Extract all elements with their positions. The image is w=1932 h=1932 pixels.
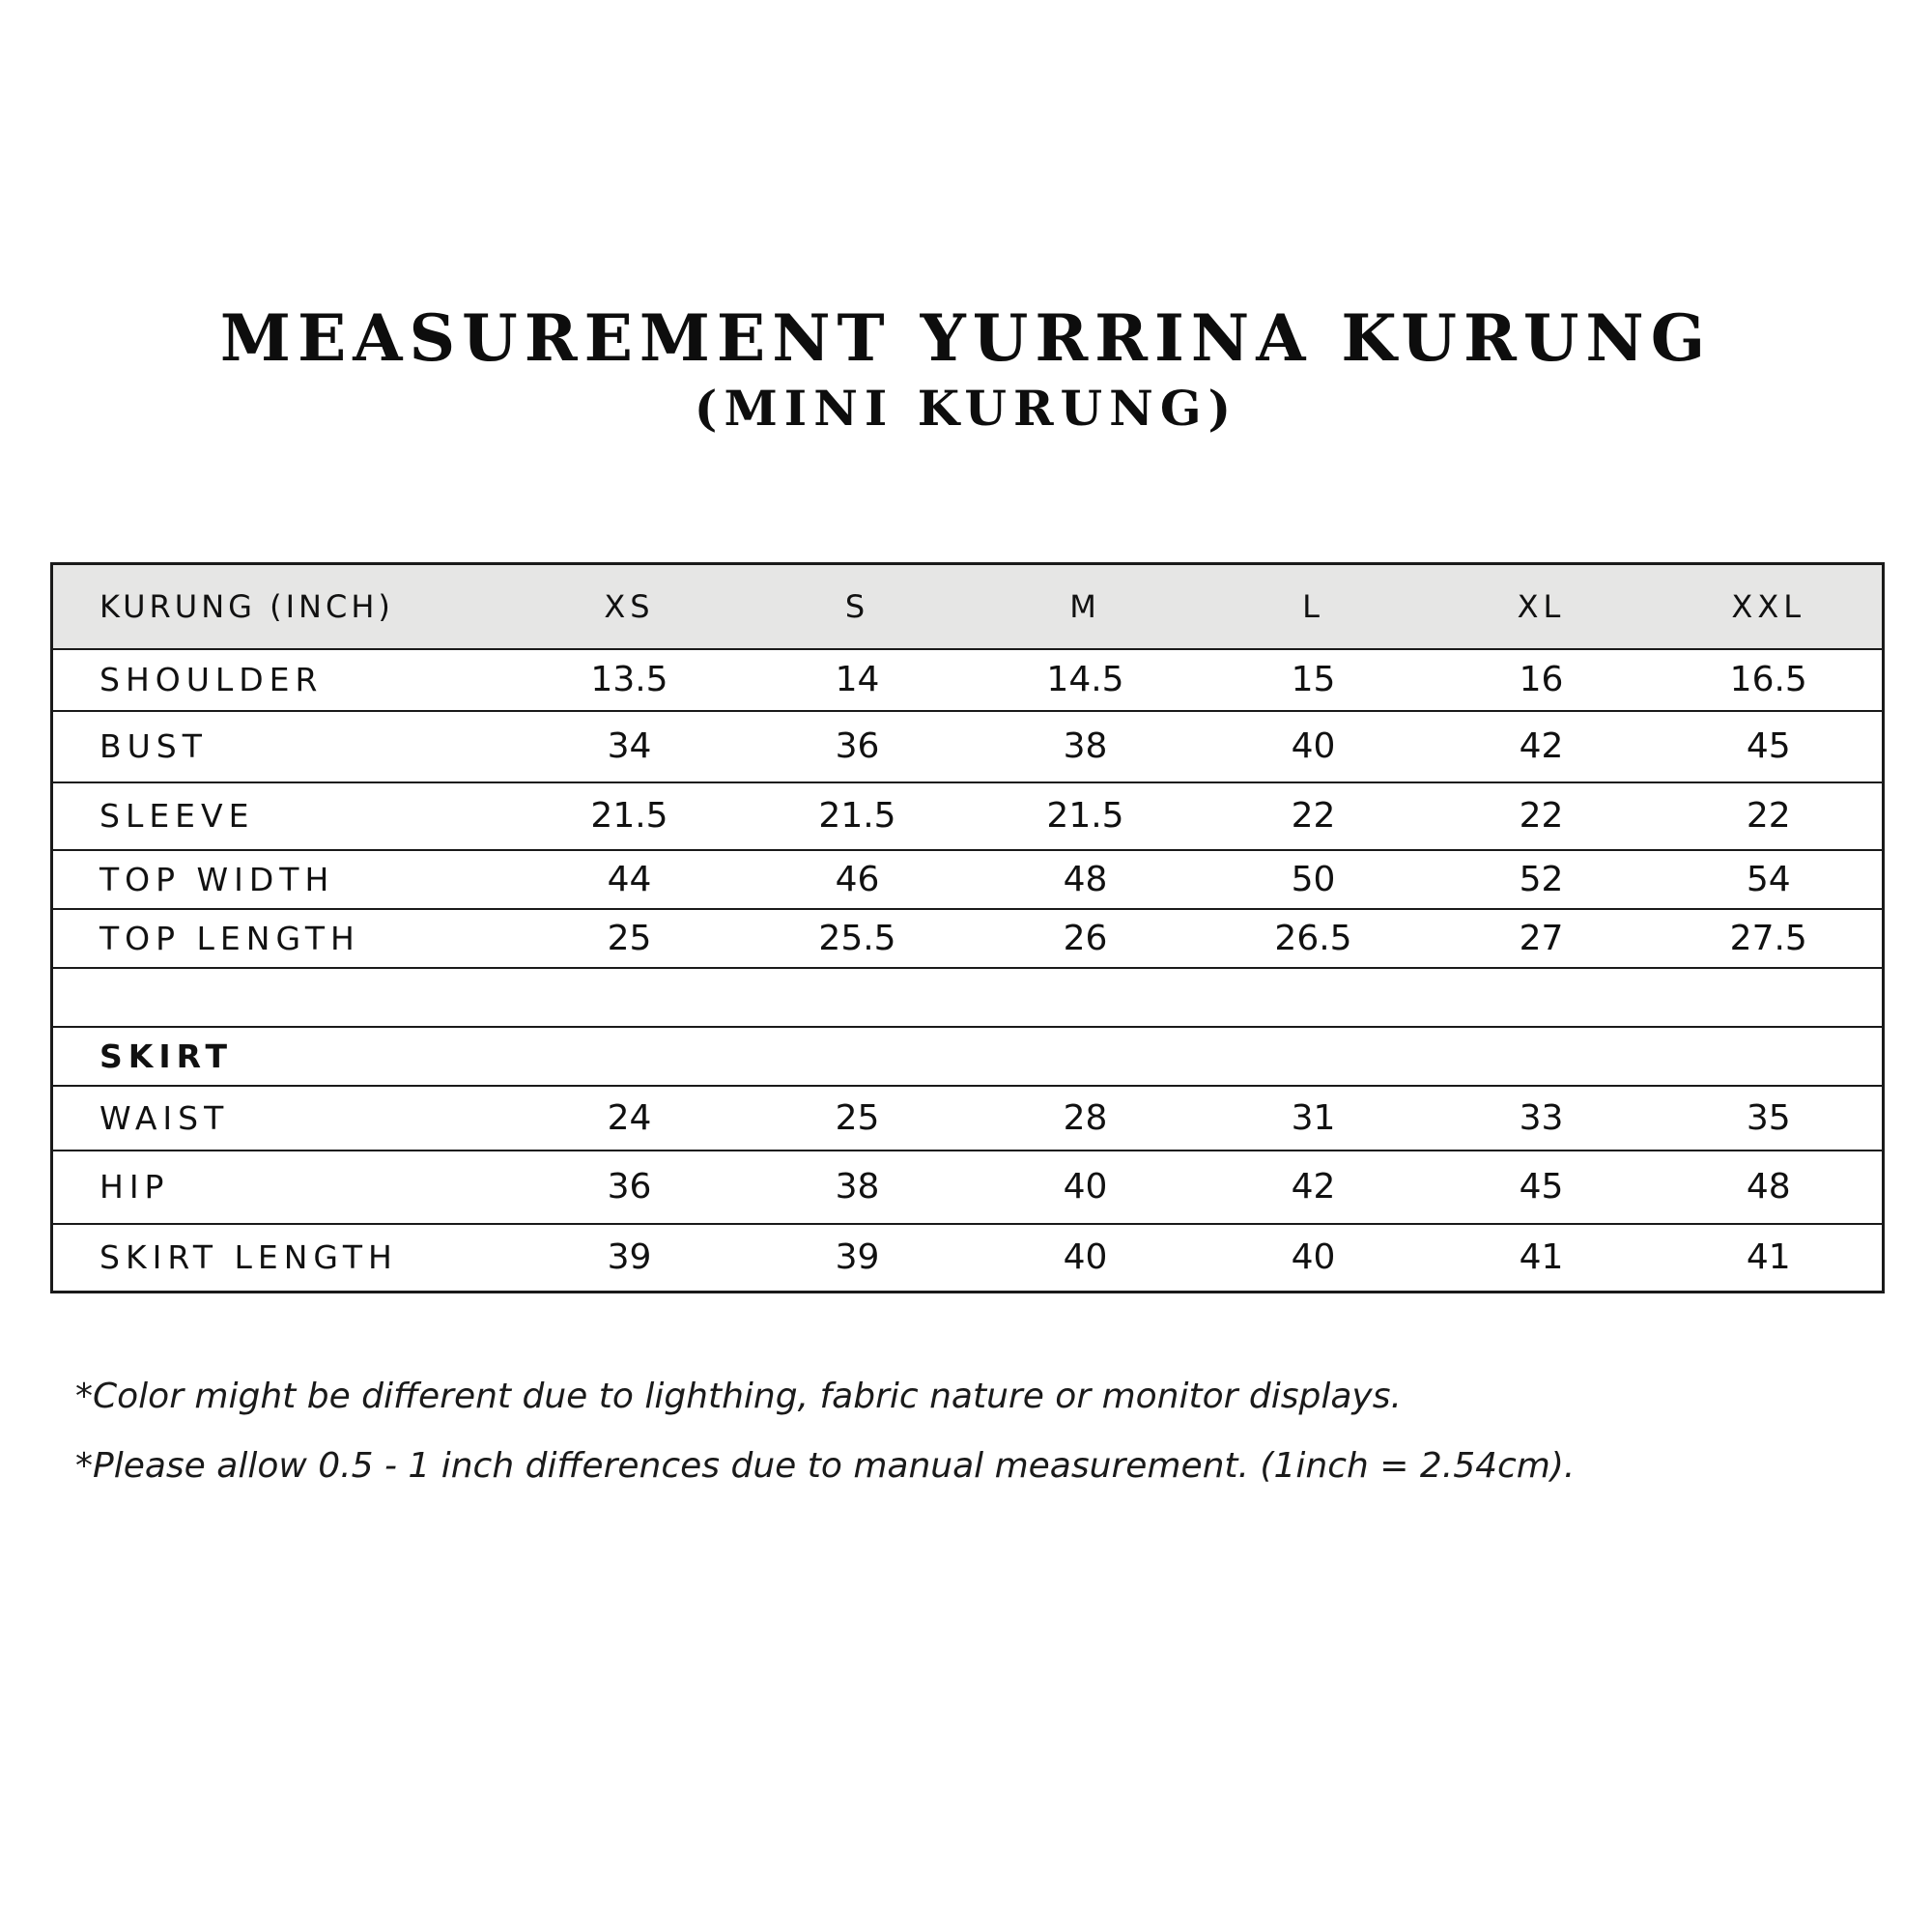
table-cell: 35 [1656,1086,1884,1151]
table-cell: 40 [972,1151,1200,1224]
row-label: SKIRT LENGTH [52,1224,516,1293]
table-cell: 24 [516,1086,744,1151]
header-size-l: L [1200,564,1428,649]
table-cell: 40 [1200,711,1428,782]
header-size-xxl: XXL [1656,564,1884,649]
table-cell: 41 [1428,1224,1656,1293]
size-chart [50,562,1882,1293]
row-label: TOP WIDTH [52,850,516,909]
table-cell: 27 [1428,909,1656,968]
table-cell: 41 [1656,1224,1884,1293]
table-row-bust [52,711,1884,782]
table-cell: 22 [1200,782,1428,850]
title-block [0,299,1932,440]
row-label: WAIST [52,1086,516,1151]
header-size-m: M [972,564,1200,649]
table-cell: 22 [1428,782,1656,850]
table-cell: 46 [744,850,972,909]
table-cell: 45 [1428,1151,1656,1224]
table-row-spacer [52,968,1884,1027]
table-cell: 39 [516,1224,744,1293]
table-cell: 21.5 [972,782,1200,850]
row-label: BUST [52,711,516,782]
table-row-hip [52,1151,1884,1224]
row-label: SLEEVE [52,782,516,850]
table-cell: 38 [744,1151,972,1224]
table-cell: 14 [744,649,972,711]
table-row-skirt-section [52,1027,1884,1086]
spacer-cell [52,968,1884,1027]
table-cell: 22 [1656,782,1884,850]
table-cell: 45 [1656,711,1884,782]
table-cell: 50 [1200,850,1428,909]
table-cell: 27.5 [1656,909,1884,968]
table-cell: 40 [1200,1224,1428,1293]
table-cell: 38 [972,711,1200,782]
header-label-cell: KURUNG (INCH) [52,564,516,649]
table-row-sleeve [52,782,1884,850]
table-cell: 28 [972,1086,1200,1151]
table-cell: 44 [516,850,744,909]
table-row-skirt-length [52,1224,1884,1293]
table-cell: 21.5 [516,782,744,850]
table-row-shoulder [52,649,1884,711]
row-label: TOP LENGTH [52,909,516,968]
table-cell: 21.5 [744,782,972,850]
table-row-top-length [52,909,1884,968]
table-header-row [52,564,1884,649]
table-cell: 16 [1428,649,1656,711]
row-label: SHOULDER [52,649,516,711]
footnote-color: *Color might be different due to lighthing, fabric nature or monitor displays. [75,1377,1402,1416]
table-cell: 33 [1428,1086,1656,1151]
table-cell: 34 [516,711,744,782]
table-cell: 48 [1656,1151,1884,1224]
page-subtitle: (MINI KURUNG) [694,380,1238,437]
measurement-table [50,562,1885,1293]
table-row-top-width [52,850,1884,909]
table-row-waist [52,1086,1884,1151]
table-cell: 25 [744,1086,972,1151]
section-label-skirt: SKIRT [52,1027,1884,1086]
table-cell: 25 [516,909,744,968]
table-cell: 26 [972,909,1200,968]
header-size-xl: XL [1428,564,1656,649]
footnote-measurement: *Please allow 0.5 - 1 inch differences due to manual measurement. (1inch = 2.54cm). [75,1446,1576,1486]
table-cell: 26.5 [1200,909,1428,968]
table-cell: 40 [972,1224,1200,1293]
table-cell: 42 [1200,1151,1428,1224]
table-cell: 54 [1656,850,1884,909]
footnotes [75,1362,1814,1501]
header-size-xs: XS [516,564,744,649]
table-cell: 39 [744,1224,972,1293]
table-cell: 13.5 [516,649,744,711]
table-cell: 31 [1200,1086,1428,1151]
table-cell: 52 [1428,850,1656,909]
page-title: MEASUREMENT YURRINA KURUNG [219,300,1713,376]
table-cell: 16.5 [1656,649,1884,711]
table-cell: 42 [1428,711,1656,782]
table-cell: 36 [744,711,972,782]
table-cell: 25.5 [744,909,972,968]
table-cell: 14.5 [972,649,1200,711]
table-cell: 36 [516,1151,744,1224]
table-cell: 48 [972,850,1200,909]
table-cell: 15 [1200,649,1428,711]
header-size-s: S [744,564,972,649]
row-label: HIP [52,1151,516,1224]
